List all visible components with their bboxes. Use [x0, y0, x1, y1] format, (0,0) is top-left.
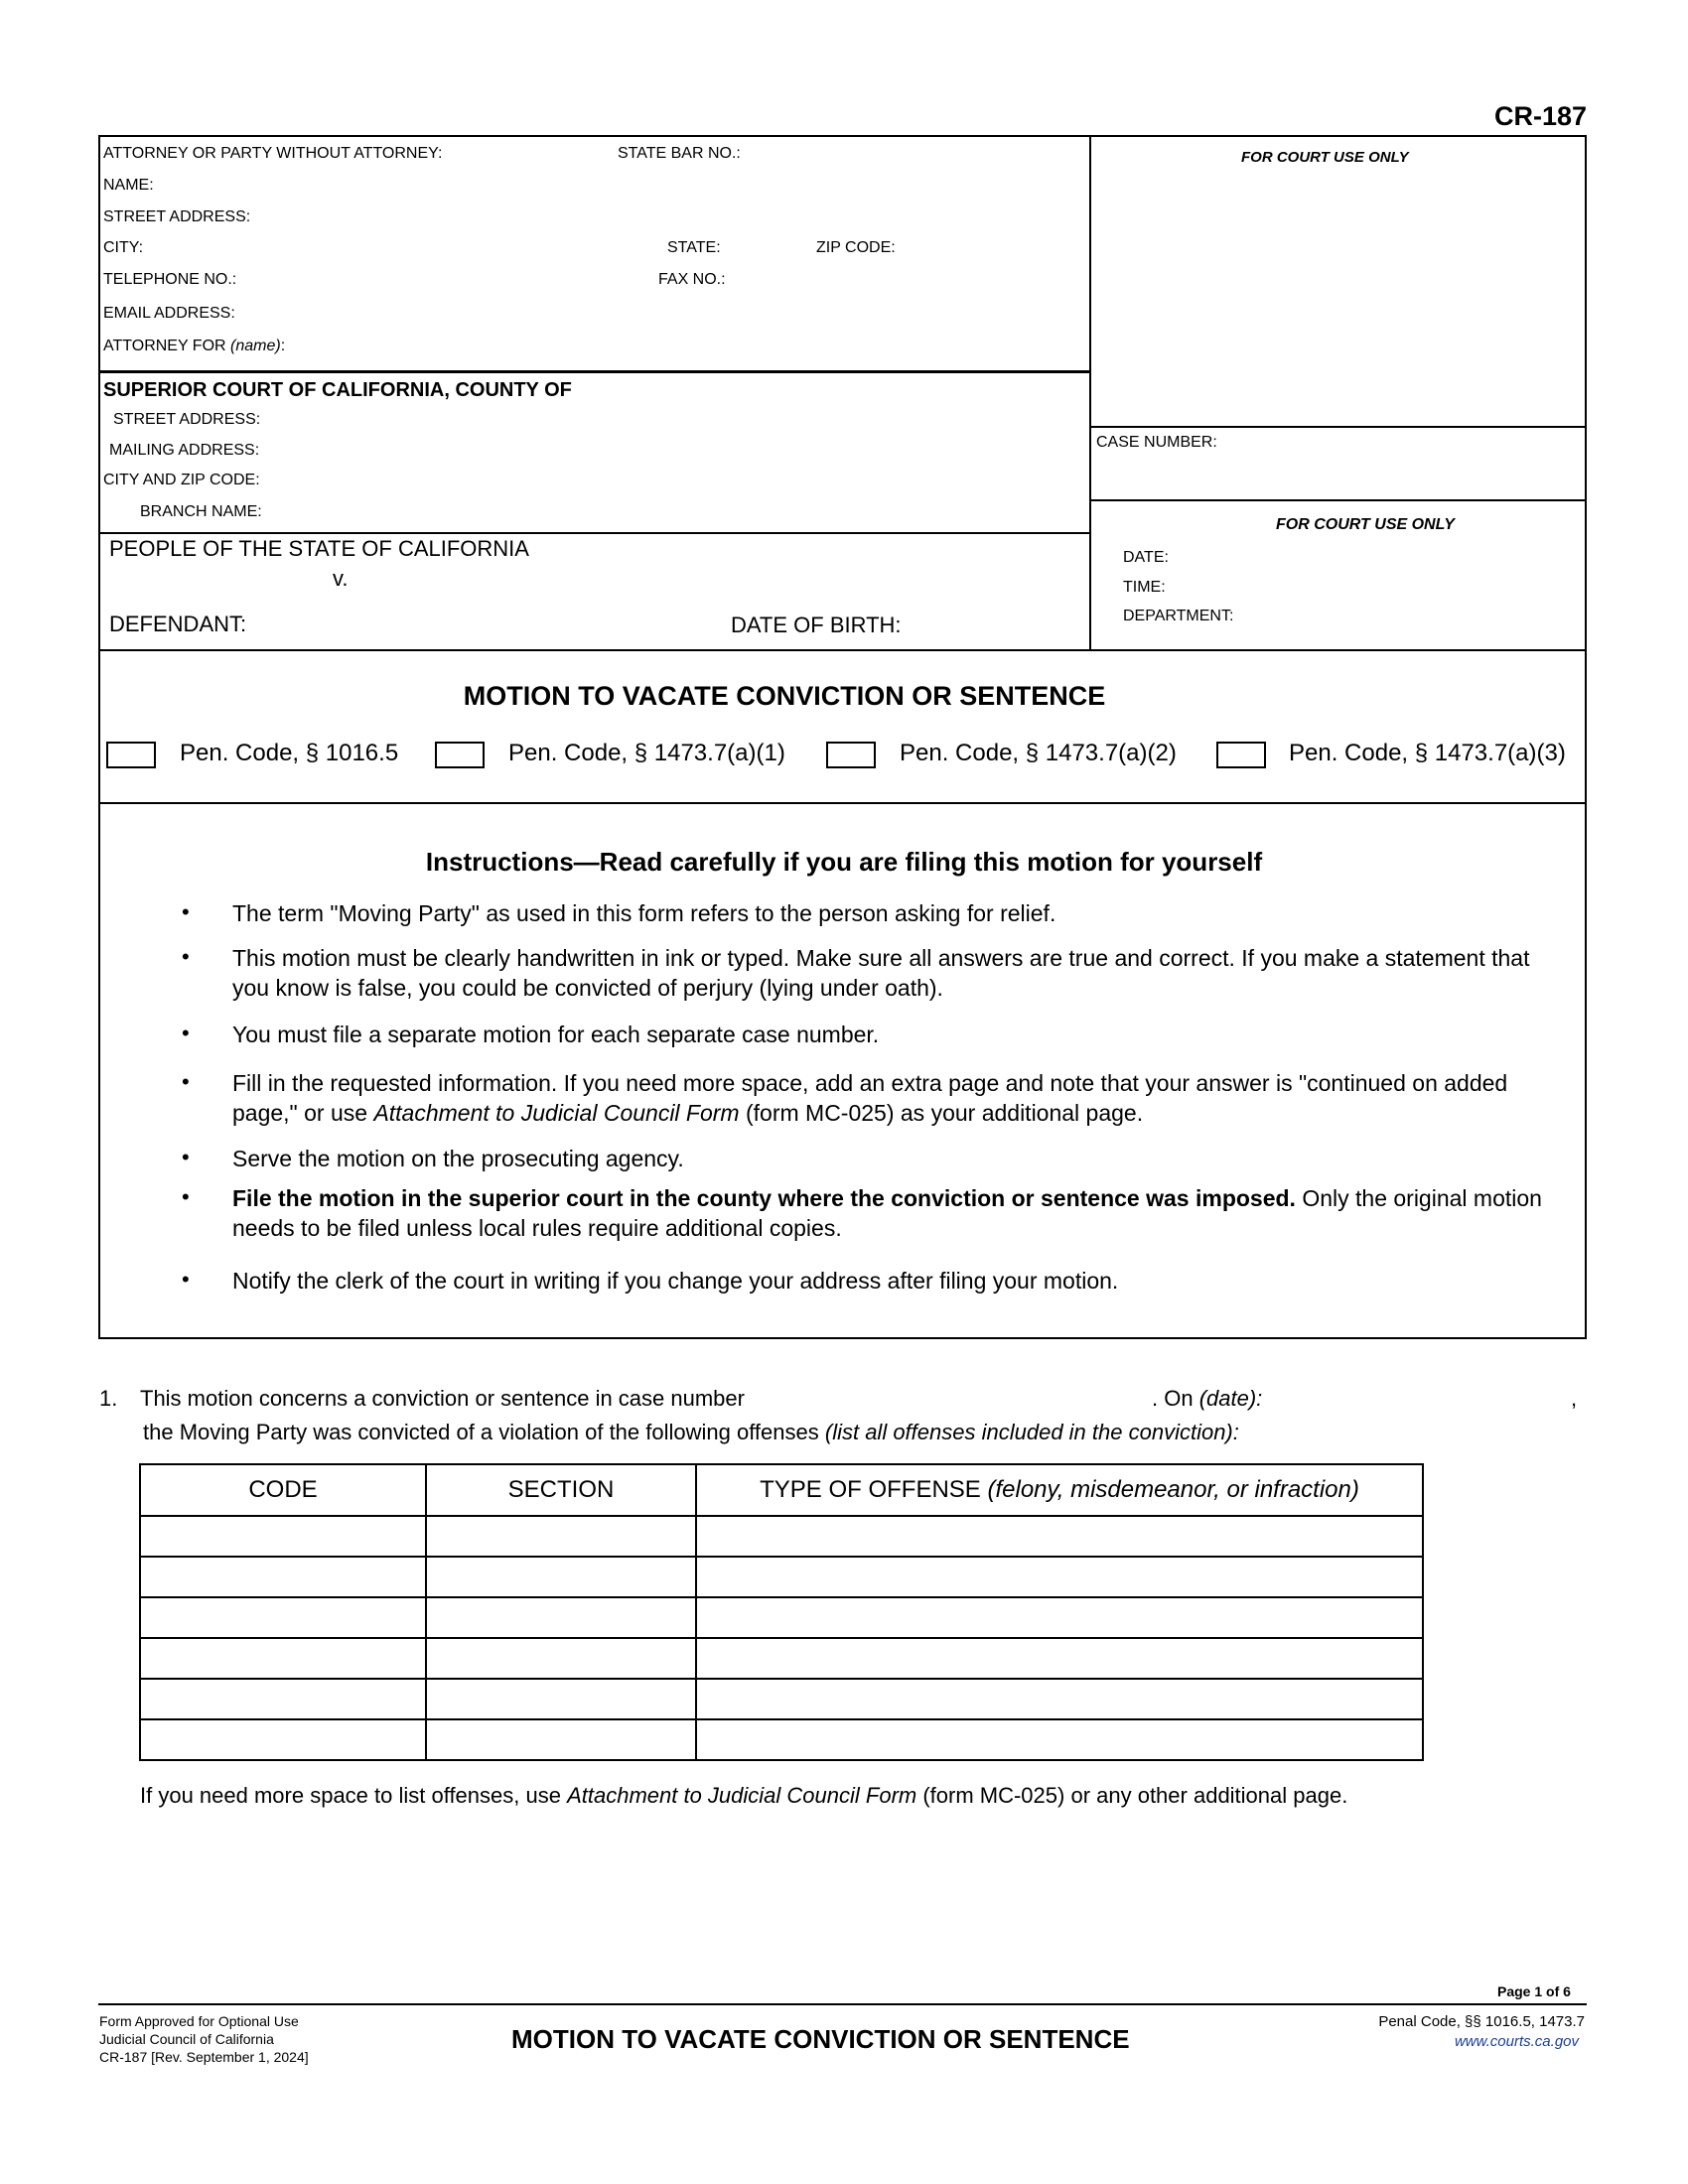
bullet-icon: •	[182, 1184, 190, 1209]
table-row	[140, 1638, 1423, 1679]
attorney-label: ATTORNEY OR PARTY WITHOUT ATTORNEY:	[103, 145, 443, 162]
versus-label: v.	[333, 566, 349, 591]
code-cell[interactable]	[140, 1516, 426, 1557]
code-cell[interactable]	[140, 1597, 426, 1638]
offense-type-cell[interactable]	[696, 1638, 1423, 1679]
option-label: Pen. Code, § 1473.7(a)(3)	[1289, 740, 1566, 766]
court-city-zip-label: CITY AND ZIP CODE:	[103, 472, 260, 488]
item-number: 1.	[99, 1386, 118, 1411]
item1-date-label: . On (date):	[1152, 1386, 1263, 1411]
conviction-date-input[interactable]	[1281, 1387, 1559, 1413]
section-cell[interactable]	[426, 1557, 696, 1597]
name-label: NAME:	[103, 177, 154, 194]
state-bar-label: STATE BAR NO.:	[618, 145, 741, 162]
page-number: Page 1 of 6	[1497, 1983, 1571, 1999]
code-cell[interactable]	[140, 1557, 426, 1597]
bullet-icon: •	[182, 1021, 190, 1045]
checkbox-1473-7-a-2[interactable]	[826, 742, 876, 768]
instruction-text: The term "Moving Party" as used in this form refers to the person asking for relief.	[232, 900, 1056, 926]
footer-codes: Penal Code, §§ 1016.5, 1473.7 www.courts.ca.gov	[1350, 2012, 1585, 2052]
city-label: CITY:	[103, 239, 144, 256]
instruction-text: File the motion in the superior court in the county where the conviction or sentence was imposed. Only the original motion needs to be filed unless local rules require additional copies.	[232, 1185, 1542, 1241]
checkbox-1016-5[interactable]	[106, 742, 156, 768]
form-number: CR-187	[1494, 101, 1588, 131]
instruction-text: Serve the motion on the prosecuting agency.	[232, 1146, 684, 1171]
section-cell[interactable]	[426, 1597, 696, 1638]
date-label: DATE:	[1123, 549, 1169, 566]
offenses-table	[139, 1463, 1424, 1761]
item1-line2: the Moving Party was convicted of a violation of the following offenses (list all offenses included in the conviction):	[143, 1420, 1239, 1444]
people-label: PEOPLE OF THE STATE OF CALIFORNIA	[109, 536, 529, 561]
offense-type-cell[interactable]	[696, 1557, 1423, 1597]
department-label: DEPARTMENT:	[1123, 608, 1234, 624]
motion-title-box	[98, 649, 1587, 804]
section-cell[interactable]	[426, 1719, 696, 1760]
more-space-note: If you need more space to list offenses, use Attachment to Judicial Council Form (form MC-025) or any other additional page.	[140, 1783, 1348, 1808]
table-header-row	[140, 1464, 1423, 1516]
table-row	[140, 1557, 1423, 1597]
offense-type-cell[interactable]	[696, 1679, 1423, 1719]
table-row	[140, 1679, 1423, 1719]
table-row	[140, 1516, 1423, 1557]
instructions-heading: Instructions—Read carefully if you are filing this motion for yourself	[425, 847, 1263, 877]
case-number-input[interactable]	[839, 1387, 1147, 1413]
code-header: CODE	[140, 1464, 426, 1516]
section-cell[interactable]	[426, 1638, 696, 1679]
comma: ,	[1571, 1386, 1578, 1411]
fax-label: FAX NO.:	[658, 271, 726, 288]
court-branch-label: BRANCH NAME:	[140, 503, 262, 520]
telephone-label: TELEPHONE NO.:	[103, 271, 237, 288]
offense-type-header: TYPE OF OFFENSE (felony, misdemeanor, or infraction)	[696, 1464, 1423, 1516]
motion-title: MOTION TO VACATE CONVICTION OR SENTENCE	[463, 681, 1106, 711]
court-use-label-2: FOR COURT USE ONLY	[1276, 516, 1455, 533]
defendant-label: DEFENDANT:	[109, 612, 247, 636]
item1-text: This motion concerns a conviction or sentence in case number	[140, 1386, 745, 1411]
case-number-label: CASE NUMBER:	[1096, 434, 1217, 451]
bullet-icon: •	[182, 944, 190, 969]
option-label: Pen. Code, § 1473.7(a)(2)	[900, 740, 1177, 766]
offense-type-cell[interactable]	[696, 1719, 1423, 1760]
table-row	[140, 1719, 1423, 1760]
court-use-label: FOR COURT USE ONLY	[1241, 149, 1409, 166]
attorney-for-label: ATTORNEY FOR (name):	[103, 338, 286, 354]
footer-title: MOTION TO VACATE CONVICTION OR SENTENCE	[511, 2024, 1130, 2054]
section-header: SECTION	[426, 1464, 696, 1516]
offense-type-cell[interactable]	[696, 1516, 1423, 1557]
court-street-label: STREET ADDRESS:	[113, 411, 261, 428]
checkbox-1473-7-a-3[interactable]	[1216, 742, 1266, 768]
bullet-icon: •	[182, 1069, 190, 1094]
option-label: Pen. Code, § 1473.7(a)(1)	[508, 740, 785, 766]
bullet-icon: •	[182, 899, 190, 924]
time-label: TIME:	[1123, 579, 1166, 596]
code-cell[interactable]	[140, 1679, 426, 1719]
instruction-text: Notify the clerk of the court in writing if you change your address after filing your motion.	[232, 1268, 1119, 1294]
bullet-icon: •	[182, 1267, 190, 1292]
dob-label: DATE OF BIRTH:	[731, 613, 902, 637]
code-cell[interactable]	[140, 1719, 426, 1760]
footer-rule	[98, 2003, 1587, 2005]
instruction-text: You must file a separate motion for each separate case number.	[232, 1022, 880, 1047]
instruction-text: This motion must be clearly handwritten in ink or typed. Make sure all answers are true and correct. If you make a statement that you know is false, you could be convicted of perjury (lying under oath).	[232, 945, 1530, 1001]
zip-code-label: ZIP CODE:	[816, 239, 896, 256]
state-label: STATE:	[667, 239, 721, 256]
option-label: Pen. Code, § 1016.5	[180, 740, 399, 766]
code-cell[interactable]	[140, 1638, 426, 1679]
instruction-text: Fill in the requested information. If you need more space, add an extra page and note that your answer is "continued on added page," or use Attachment to Judicial Council Form (form MC-025) as your additional page.	[232, 1070, 1508, 1126]
court-title: SUPERIOR COURT OF CALIFORNIA, COUNTY OF	[103, 379, 572, 401]
bullet-icon: •	[182, 1145, 190, 1169]
email-label: EMAIL ADDRESS:	[103, 305, 235, 322]
website-link[interactable]: www.courts.ca.gov	[1454, 2033, 1579, 2050]
footer-approval: Form Approved for Optional Use Judicial Council of California CR-187 [Rev. September 1, 2024]	[99, 2013, 309, 2065]
street-address-label: STREET ADDRESS:	[103, 208, 251, 225]
checkbox-1473-7-a-1[interactable]	[435, 742, 485, 768]
table-row	[140, 1597, 1423, 1638]
section-cell[interactable]	[426, 1679, 696, 1719]
offense-type-cell[interactable]	[696, 1597, 1423, 1638]
court-mailing-label: MAILING ADDRESS:	[109, 442, 260, 459]
section-cell[interactable]	[426, 1516, 696, 1557]
